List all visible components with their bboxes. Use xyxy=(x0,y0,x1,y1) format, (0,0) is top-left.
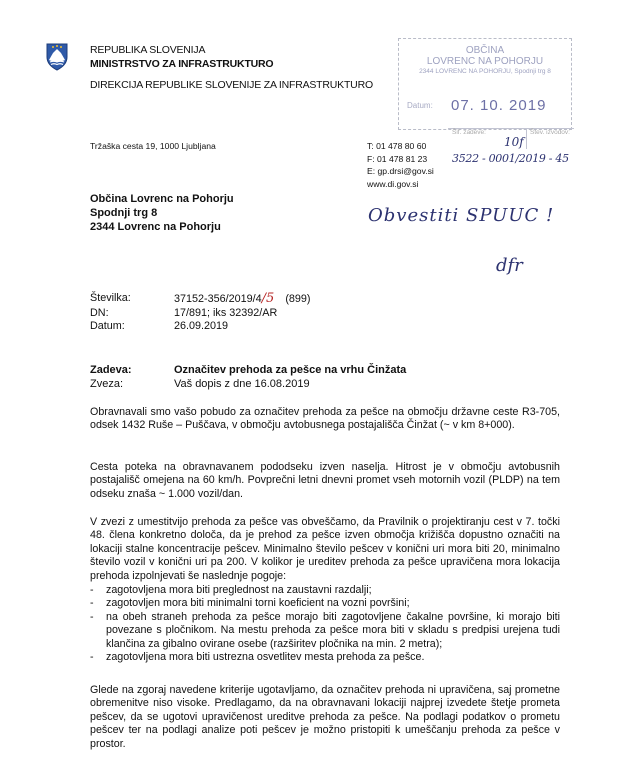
number-extra: (899) xyxy=(285,293,311,305)
document-meta xyxy=(90,292,311,334)
number-value: 37152-356/2019/4 xyxy=(174,293,262,305)
subject-value: Označitev prehoda za pešce na vrhu Činžata xyxy=(174,364,407,376)
subject-block xyxy=(90,363,406,391)
registry-divider xyxy=(526,129,527,149)
stamp-municipality: OBČINA xyxy=(465,45,505,56)
date-value: 26.09.2019 xyxy=(174,320,229,333)
stamp-municipality-name: LOVRENC NA POHORJU xyxy=(426,56,544,67)
registry-label: Šif. zadeve: xyxy=(452,129,486,136)
stamp-date: 07. 10. 2019 xyxy=(451,97,547,114)
directorate-name: DIREKCIJA REPUBLIKE SLOVENIJE ZA INFRASTRUKTURO xyxy=(90,79,373,91)
coat-of-arms-icon xyxy=(46,43,68,71)
reference-value: Vaš dopis z dne 16.08.2019 xyxy=(174,378,310,390)
dn-label: DN: xyxy=(90,306,109,319)
paragraph-2: Cesta poteka na obravnavanem pododseku izven naselja. Hitrost je v območju avtobusnih postajališč omejena na 60 km/h. Povprečni letni dnevni promet vseh motornih vozil (PLDP) na tem odseku znaša ~ 1.000 vozil/dan. xyxy=(90,461,560,500)
number-handwritten: /5 xyxy=(261,291,275,306)
condition-item: - na obeh straneh prehoda za pešce morajo biti zagotovljene čakalne površine, ki morajo biti povezane s pločnikom. Na mestu prehoda za pešce mora biti v skladu s predpisi urejena tudi klančina za gibalno ovirane osebe (razširitev pločnika na min. 2 metra); xyxy=(90,611,560,651)
handwritten-number: 10f xyxy=(504,135,524,149)
recipient-street: Spodnji trg 8 xyxy=(90,207,158,219)
date-label: Datum: xyxy=(90,320,125,333)
republic-name: REPUBLIKA SLOVENIJA xyxy=(90,44,206,56)
contact-block xyxy=(367,140,434,190)
copies-label: Štev. izvodov: xyxy=(530,129,570,136)
conditions-list xyxy=(90,584,560,664)
handwritten-reference: 3522 - 0001/2019 - 45 xyxy=(452,152,569,165)
number-label: Številka: xyxy=(90,292,131,304)
ministry-name: MINISTRSTVO ZA INFRASTRUKTURO xyxy=(90,58,274,70)
paragraph-1: Obravnavali smo vašo pobudo za označitev prehoda za pešce na območju državne ceste R3-705, odsek 1432 Ruše – Puščava, v območju avtobusnega postajališča Činžat (~ v km 8+000). xyxy=(90,406,560,432)
recipient-city: 2344 Lovrenc na Pohorju xyxy=(90,221,221,233)
stamp-date-label: Datum: xyxy=(407,101,433,110)
recipient-address xyxy=(90,192,234,234)
condition-item: - zagotovljena mora biti ustrezna osvetlitev mesta prehoda za pešce. xyxy=(90,651,560,664)
conditions-list-wrap xyxy=(90,584,560,664)
contact-email: E: gp.drsi@gov.si xyxy=(367,166,434,177)
handwritten-note: Obvestiti SPUUC ! xyxy=(368,205,555,226)
paragraph-3: V zvezi z umestitvijo prehoda za pešce vas obveščamo, da Pravilnik o projektiranju cest v 7. točki 48. člena konkretno določa, da je prehod za pešce izven območja križišča dopustno označiti na lokaciji stalne koncentracije pešcev. Minimalno število pešcev v konični uri mora biti 20, minimalno število vozil v konični uri pa 200. V kolikor je ureditev prehoda za pešce upravičena mora lokacija prehoda izpolnjevati še naslednje pogoje: xyxy=(90,516,560,582)
reception-stamp xyxy=(398,38,572,130)
contact-fax: F: 01 478 81 23 xyxy=(367,153,428,164)
sender-address: Tržaška cesta 19, 1000 Ljubljana xyxy=(90,141,216,151)
reference-label: Zveza: xyxy=(90,378,124,390)
stamp-address: 2344 LOVRENC NA POHORJU, Spodnji trg 8 xyxy=(419,68,551,75)
subject-label: Zadeva: xyxy=(90,364,132,376)
condition-item: - zagotovljena mora biti preglednost na zaustavni razdalji; xyxy=(90,584,560,597)
dn-value: 17/891; iks 32392/AR xyxy=(174,306,278,319)
handwritten-initials: dfr xyxy=(496,255,523,276)
paragraph-4: Glede na zgoraj navedene kriterije ugotavljamo, da označitev prehoda ni upravičena, saj prometne obremenitve niso visoke. Predlagamo, da na obravnavani lokaciji najprej izvedete štetje prometa pešcev, da se ugotovi upravičenost ureditve prehoda za pešce. Na podlagi podatkov o prometu pešcev ter na podlagi analize poti pešcev je možno pristopiti k umeščanju prehoda za pešce v prostor. xyxy=(90,684,560,750)
recipient-name: Občina Lovrenc na Pohorju xyxy=(90,193,234,205)
condition-item: - zagotovljen mora biti minimalni torni koeficient na vozni površini; xyxy=(90,597,560,610)
contact-phone: T: 01 478 80 60 xyxy=(367,141,427,151)
contact-web: www.di.gov.si xyxy=(367,178,419,189)
